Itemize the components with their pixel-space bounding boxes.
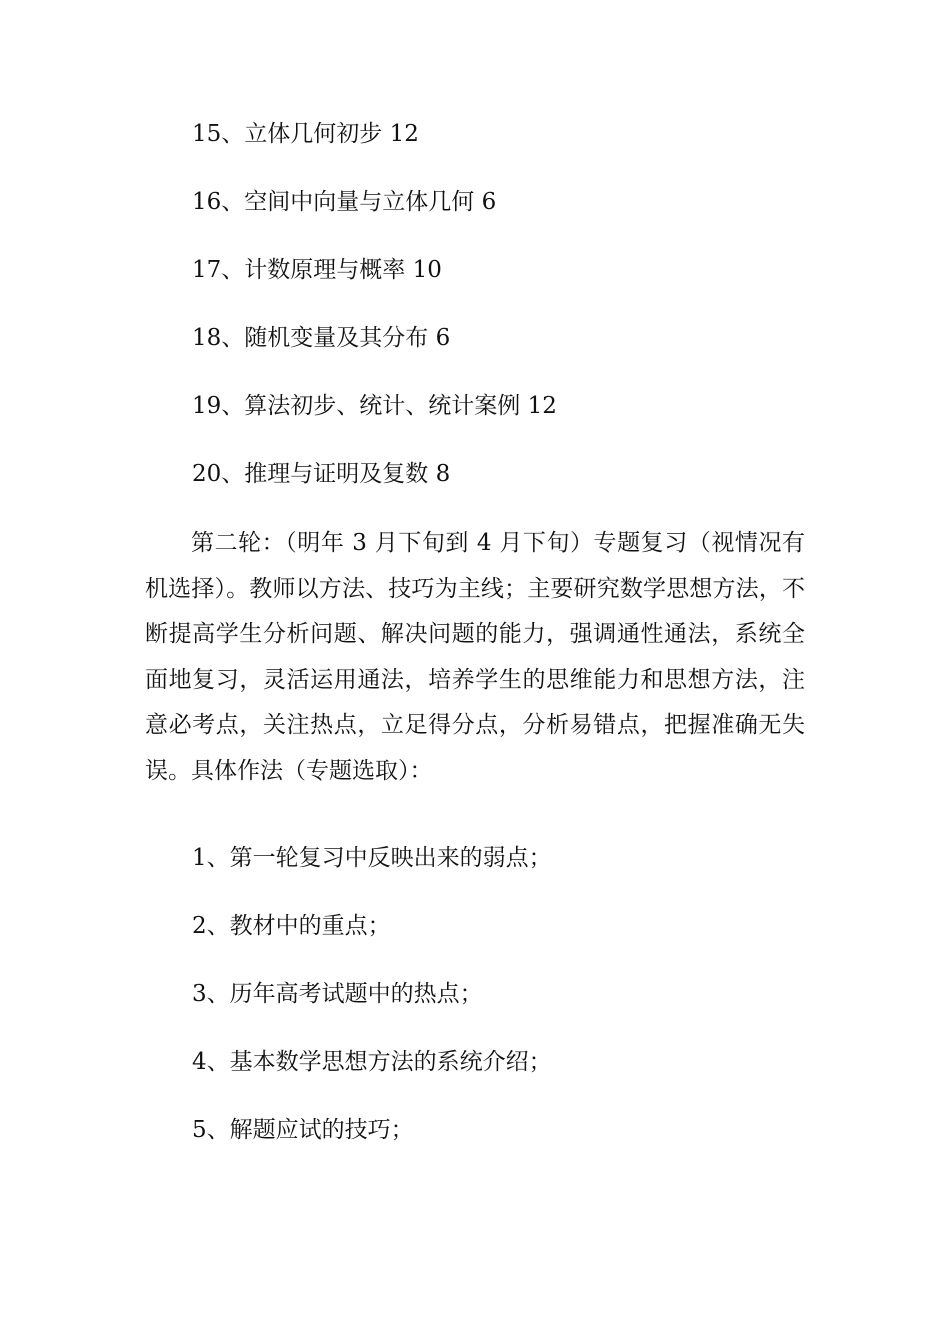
list-item: 5、解题应试的技巧； [192, 1117, 414, 1143]
list-item: 17、计数原理与概率 10 [192, 257, 442, 283]
list-item: 4、基本数学思想方法的系统介绍； [192, 1049, 552, 1075]
list-item: 18、随机变量及其分布 6 [192, 325, 451, 351]
list-item: 20、推理与证明及复数 8 [192, 461, 451, 487]
list-item: 3、历年高考试题中的热点； [192, 981, 483, 1007]
list-item: 16、空间中向量与立体几何 6 [192, 189, 497, 215]
body-paragraph: 第二轮：（明年 3 月下旬到 4 月下旬）专题复习（视情况有机选择）。教师以方法、技巧为主线；主要研究数学思想方法，不断提高学生分析问题、解决问题的能力，强调通性通法，系统全面地复习，灵活运用通法，培养学生的思维能力和思想方法，注意必考点，关注热点，立足得分点，分析易错点，把握准确无失误。具体作法（专题选取）： [145, 530, 805, 784]
list-item: 19、算法初步、统计、统计案例 12 [192, 393, 557, 419]
list-item: 2、教材中的重点； [192, 913, 391, 939]
list-item: 15、立体几何初步 12 [192, 121, 419, 147]
list-item: 1、第一轮复习中反映出来的弱点； [192, 845, 552, 871]
